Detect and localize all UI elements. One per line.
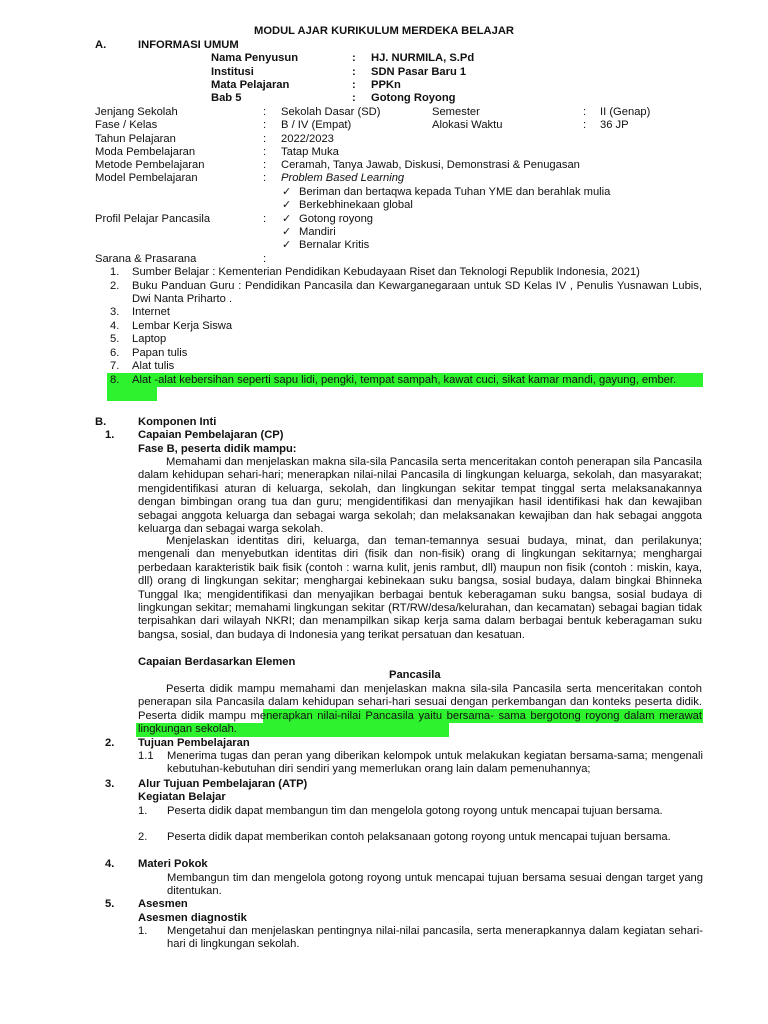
info-colon: : [583, 106, 587, 118]
profil-item: Bernalar Kritis [299, 239, 370, 251]
header-value: HJ. NURMILA, S.Pd [371, 52, 475, 64]
atp-title: Alur Tujuan Pembelajaran (ATP) [138, 778, 308, 790]
info-value-moda: Tatap Muka [281, 146, 339, 158]
cp-paragraph-3 [138, 683, 702, 737]
sarana-num: 8. [110, 374, 120, 386]
highlight-bar [107, 387, 157, 401]
cp-paragraph-2: Menjelaskan identitas diri, keluarga, dan teman-temannya sesuai budaya, minat, dan perilakunya; mengenali dan menyebutkan identitas diri (fisik dan non-fisik) orang di lingkungan sekitarnya; menghargai perbedaan karakteristik baik fisik (contoh : warna kulit, jenis rambut, dll) maupun non fisik (contoh : miskin, kaya, dll) orang di lingkungan sekitar; menghargai kebinekaan suku bangsa, sosial budaya, dalam bingkai Bhinneka Tunggal Ika; mengidentifikasi dan menyajikan berbagai bentuk keberagaman suku bangsa, sosial budaya di lingkungan sekitar; memahami lingkungan sekitar (RT/RW/desa/kelurahan, dan kecamatan) sebagai bagian tidak terpisahkan dari wilayah NKRI; dan menampilkan sikap kerja sama dalam berbagai bentuk keberagaman suku bangsa, sosial, dan budaya di Indonesia yang terikat persatuan dan kesatuan. [138, 535, 702, 641]
sarana-num: 3. [110, 306, 120, 318]
info-label-alokasi: Alokasi Waktu [432, 119, 503, 131]
check-icon: ✓ [282, 213, 292, 225]
cp-elemen-title: Capaian Berdasarkan Elemen [138, 656, 296, 668]
atp-num: 3. [105, 778, 115, 790]
header-colon: : [352, 79, 356, 91]
check-icon: ✓ [282, 186, 292, 198]
info-colon: : [263, 119, 267, 131]
header-colon: : [352, 66, 356, 78]
atp-sub: Kegiatan Belajar [138, 791, 226, 803]
header-key: Mata Pelajaran [211, 79, 290, 91]
profil-item: Mandiri [299, 226, 336, 238]
document-title: MODUL AJAR KURIKULUM MERDEKA BELAJAR [254, 25, 515, 37]
asesmen-title: Asesmen [138, 898, 188, 910]
header-value: SDN Pasar Baru 1 [371, 66, 467, 78]
tujuan-title: Tujuan Pembelajaran [138, 737, 250, 749]
info-label-profil: Profil Pelajar Pancasila [95, 213, 211, 225]
cp-num: 1. [105, 429, 115, 441]
header-value: PPKn [371, 79, 401, 91]
info-label-tahun: Tahun Pelajaran [95, 133, 176, 145]
header-colon: : [352, 92, 356, 104]
check-icon: ✓ [282, 226, 292, 238]
atp-item: Peserta didik dapat memberikan contoh pelaksanaan gotong royong untuk mencapai tujuan bersama. [167, 831, 671, 843]
section-b-label: B. [95, 416, 107, 428]
cp-paragraph-3-highlight: Peserta didik mampu menerapkan nilai-nilai Pancasila yaitu bersama- sama bergotong royong dalam merawat lingkungan sekolah. [138, 709, 702, 736]
info-label-metode: Metode Pembelajaran [95, 159, 205, 171]
sarana-num: 2. [110, 280, 120, 292]
sarana-num: 7. [110, 360, 120, 372]
tujuan-num: 2. [105, 737, 115, 749]
cp-fase-title: Fase B, peserta didik mampu: [138, 443, 297, 455]
info-colon: : [263, 146, 267, 158]
sarana-num: 4. [110, 320, 120, 332]
cp-paragraph-3-text: Peserta didik mampu memahami dan menjelaskan makna sila-sila Pancasila serta menceritakan contoh penerapan sila Pancasila dalam kehidupan sehari-hari sesuai dengan perkembangan dan konteks peserta didik. [138, 683, 702, 709]
info-value-tahun: 2022/2023 [281, 133, 334, 145]
profil-item: Berkebhinekaan global [299, 199, 413, 211]
sarana-item: Internet [132, 306, 170, 318]
info-label-semester: Semester [432, 106, 480, 118]
sarana-item: Laptop [132, 333, 167, 345]
sarana-item: Buku Panduan Guru : Pendidikan Pancasila dan Kewarganegaraan untuk SD Kelas IV , Penulis Yusnawan Lubis, Dwi Nanta Priharto . [132, 280, 702, 306]
sarana-item: Lembar Kerja Siswa [132, 320, 233, 332]
check-icon: ✓ [282, 239, 292, 251]
info-colon: : [263, 253, 267, 265]
header-colon: : [352, 52, 356, 64]
materi-text: Membangun tim dan mengelola gotong royong untuk mencapai tujuan bersama sesuai dengan target yang ditentukan. [167, 872, 703, 898]
info-label-sarana: Sarana & Prasarana [95, 253, 197, 265]
section-b-title: Komponen Inti [138, 416, 217, 428]
profil-item: Gotong royong [299, 213, 374, 225]
section-a-title: INFORMASI UMUM [138, 39, 239, 51]
tujuan-item: Menerima tugas dan peran yang diberikan kelompok untuk melakukan kegiatan bersama-sama; mengenali kebutuhan-kebutuhan diri sendiri yang memerlukan orang lain dalam pemenuhannya; [167, 750, 703, 776]
sarana-item: Alat tulis [132, 360, 175, 372]
cp-pancasila-title: Pancasila [389, 669, 441, 681]
sarana-item: Papan tulis [132, 347, 188, 359]
check-icon: ✓ [282, 199, 292, 211]
info-value-jenjang: Sekolah Dasar (SD) [281, 106, 381, 118]
materi-num: 4. [105, 858, 115, 870]
header-key: Bab 5 [211, 92, 242, 104]
info-value-model: Problem Based Learning [281, 172, 405, 184]
info-colon: : [263, 213, 267, 225]
info-colon: : [263, 106, 267, 118]
info-value-fase: B / IV (Empat) [281, 119, 352, 131]
sarana-item-highlighted: Alat -alat kebersihan seperti sapu lidi, pengki, tempat sampah, kawat cuci, sikat kamar mandi, gayung, ember. [132, 374, 677, 386]
info-value-metode: Ceramah, Tanya Jawab, Diskusi, Demonstrasi & Penugasan [281, 159, 580, 171]
info-label-fase: Fase / Kelas [95, 119, 158, 131]
sarana-item: Sumber Belajar : Kementerian Pendidikan Kebudayaan Riset dan Teknologi Republik Indonesia, 2021) [132, 266, 640, 278]
tujuan-item-num: 1.1 [138, 750, 154, 762]
asesmen-item: Mengetahui dan menjelaskan pentingnya nilai-nilai pancasila, serta menerapkannya dalam kegiatan sehari-hari di lingkungan sekolah. [167, 925, 703, 951]
info-label-jenjang: Jenjang Sekolah [95, 106, 178, 118]
asesmen-num: 5. [105, 898, 115, 910]
atp-item: Peserta didik dapat membangun tim dan mengelola gotong royong untuk mencapai tujuan bersama. [167, 805, 663, 817]
section-a-label: A. [95, 39, 107, 51]
info-label-model: Model Pembelajaran [95, 172, 198, 184]
sarana-num: 5. [110, 333, 120, 345]
profil-item: Beriman dan bertaqwa kepada Tuhan YME dan berahlak mulia [299, 186, 611, 198]
asesmen-sub: Asesmen diagnostik [138, 912, 247, 924]
info-colon: : [263, 133, 267, 145]
info-value-alokasi: 36 JP [600, 119, 629, 131]
info-value-semester: II (Genap) [600, 106, 651, 118]
atp-item-num: 1. [138, 805, 148, 817]
asesmen-item-num: 1. [138, 925, 148, 937]
header-key: Nama Penyusun [211, 52, 299, 64]
info-label-moda: Moda Pembelajaran [95, 146, 196, 158]
sarana-num: 1. [110, 266, 120, 278]
cp-title: Capaian Pembelajaran (CP) [138, 429, 284, 441]
info-colon: : [583, 119, 587, 131]
header-key: Institusi [211, 66, 254, 78]
atp-item-num: 2. [138, 831, 148, 843]
cp-paragraph-1: Memahami dan menjelaskan makna sila-sila Pancasila serta menceritakan contoh penerapan sila Pancasila dalam kehidupan sehari-hari; menerapkan nilai-nilai Pancasila di lingkungan keluarga, sekolah, dan masyarakat; mengidentifikasi aturan di keluarga, sekolah, dan lingkungan sekitar tempat tinggal serta melaksanakannya dengan bimbingan orang tua dan guru; mengidentifikasi dan menyajikan hasil identifikasi hak dan kewajiban sebagai anggota keluarga dan sebagai warga sekolah; dan melaksanakan kewajiban dan hak sebagai anggota keluarga dan sebagai warga sekolah. [138, 456, 702, 536]
sarana-num: 6. [110, 347, 120, 359]
info-colon: : [263, 159, 267, 171]
header-value: Gotong Royong [371, 92, 456, 104]
info-colon: : [263, 172, 267, 184]
materi-title: Materi Pokok [138, 858, 208, 870]
